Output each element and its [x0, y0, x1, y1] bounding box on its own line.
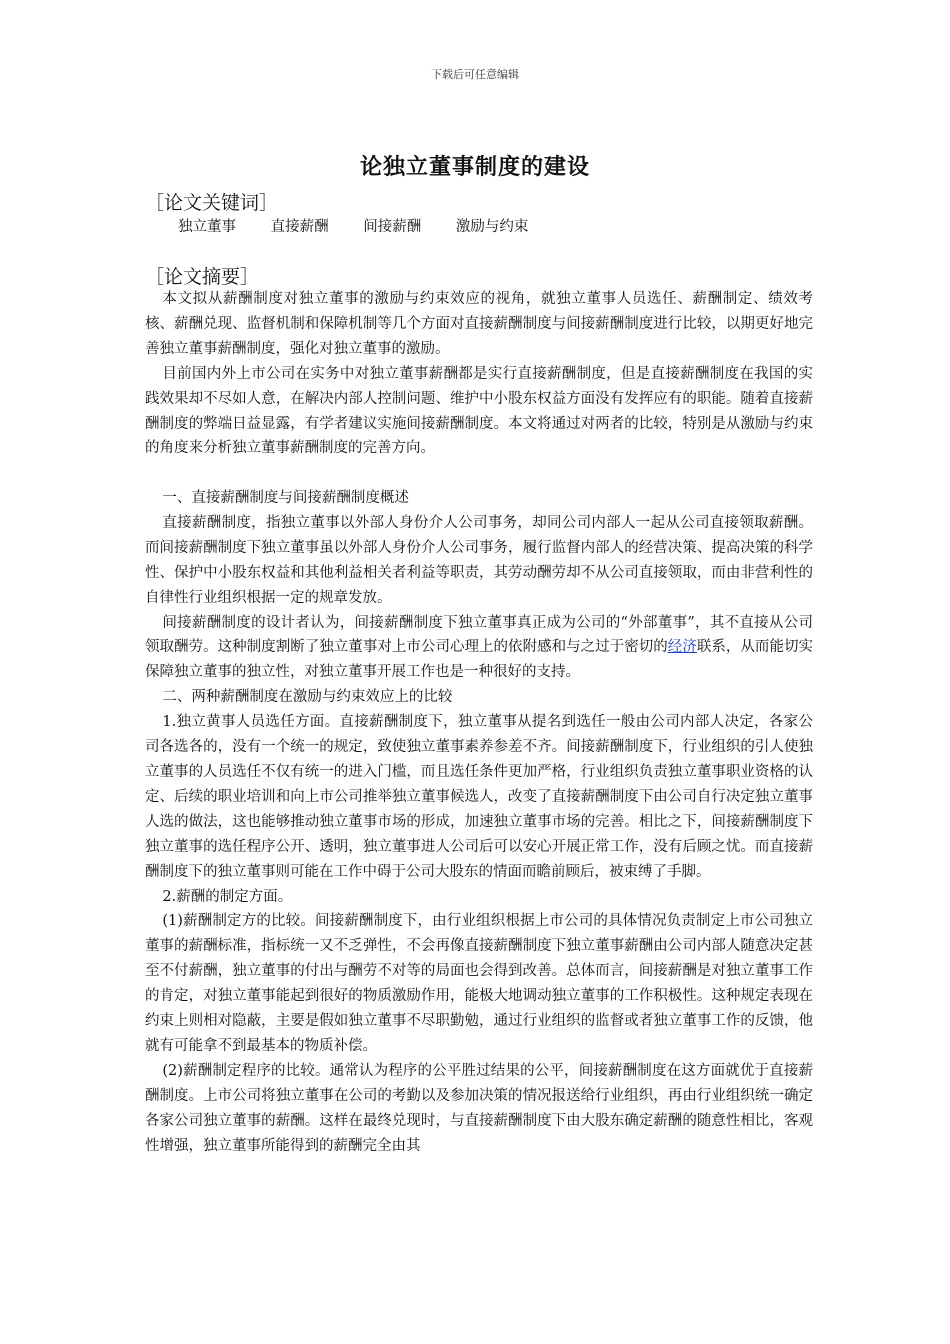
body-paragraph: 直接薪酬制度，指独立董事以外部人身份介人公司事务，却同公司内部人一起从公司直接领取薪酬。而间接薪酬制度下独立董事虽以外部人身份介人公司事务，履行监督内部人的经营决策、提高决策的科学性、保护中小股东权益和其他利益相关者利益等职责，其劳动酬劳却不从公司直接领取，而由非营利性的自律性行业组织根据一定的规章发放。: [145, 514, 813, 606]
economy-link[interactable]: 经济: [667, 639, 697, 656]
keyword-item: 间接薪酬: [363, 219, 422, 235]
body-paragraph: 1.独立黄事人员选任方面。直接薪酬制度下，独立董事从提名到选任一般由公司内部人决定，各家公司各选各的，没有一个统一的规定，致使独立董事素养参差不齐。间接薪酬制度下，行业组织的引人使独立董事的人员选任不仅有统一的进入门槛，而且选任条件更加严格，行业组织负责独立董事职业资格的认定、后续的职业培训和向上市公司推举独立董事候选人，改变了直接薪酬制度下由公司自行决定独立董事人选的做法，这也能够推动独立董事市场的形成，加速独立董事市场的完善。相比之下，间接薪酬制度下独立董事的选任程序公开、透明，独立董事进人公司后可以安心开展正常工作，没有后顾之忧。而直接薪酬制度下的独立董事则可能在工作中碍于公司大股东的情面而瞻前顾后，被束缚了手脚。: [145, 714, 813, 880]
paragraph-text: 联系，从而能切实保障独立董事的独立性，对独立董事开展工作也是一种很好的支持。: [145, 639, 813, 681]
page-header: 下载后可任意编辑: [431, 68, 519, 81]
body-paragraph: (1)薪酬制定方的比较。间接薪酬制度下，由行业组织根据上市公司的具体情况负责制定上市公司独立董事的薪酬标准，指标统一又不乏弹性，不会再像直接薪酬制度下独立董事薪酬由公司内部人随意决定甚至不付薪酬，独立董事的付出与酬劳不对等的局面也会得到改善。总体而言，间接薪酬是对独立董事工作的肯定，对独立董事能起到很好的物质激励作用，能极大地调动独立董事的工作积极性。这种规定表现在约束上则相对隐蔽，主要是假如独立董事不尽职勤勉，通过行业组织的监督或者独立董事工作的反馈，他就有可能拿不到最基本的物质补偿。: [145, 913, 813, 1054]
abstract-paragraph: 本文拟从薪酬制度对独立董事的激励与约束效应的视角，就独立董事人员选任、薪酬制定、绩效考核、薪酬兑现、监督机制和保障机制等几个方面对直接薪酬制度与间接薪酬制度进行比较，以期更好地完善独立董事薪酬制度，强化对独立董事的激励。: [145, 291, 813, 357]
keyword-item: 激励与约束: [455, 219, 529, 235]
page-title: 论独立董事制度的建设: [359, 155, 590, 180]
keywords-heading: ［论文关键词］: [145, 192, 279, 214]
abstract-paragraph: 目前国内外上市公司在实务中对独立董事薪酬都是实行直接薪酬制度，但是直接薪酬制度在我国的实践效果却不尽如人意，在解决内部人控制问题、维护中小股东权益方面没有发挥应有的职能。随着直接薪酬制度的弊端日益显露，有学者建议实施间接薪酬制度。本文将通过对两者的比较，特别是从激励与约束的角度来分析独立董事薪酬制度的完善方向。: [145, 365, 813, 457]
body-paragraph: 2.薪酬的制定方面。: [162, 888, 293, 905]
section-heading-2: 二、两种薪酬制度在激励与约束效应上的比较: [162, 689, 453, 706]
main-body: [145, 486, 813, 1158]
paragraph-text: 间接薪酬制度的设计者认为，间接薪酬制度下独立董事真正成为公司的“外部董事”，其不直接从公司领取酬劳。这种制度割断了独立董事对上市公司心理上的依附感和与之过于密切的: [145, 614, 813, 656]
body-paragraph: (2)薪酬制定程序的比较。通常认为程序的公平胜过结果的公平，间接薪酬制度在这方面就优于直接薪酬制度。上市公司将独立董事在公司的考勤以及参加决策的情况报送给行业组织，再由行业组织统一确定各家公司独立董事的薪酬。这样在最终兑现时，与直接薪酬制度下由大股东确定薪酬的随意性相比，客观性增强，独立董事所能得到的薪酬完全由其: [145, 1062, 813, 1154]
abstract-body: [145, 287, 813, 461]
keywords-list: [178, 215, 546, 236]
section-heading-1: 一、直接薪酬制度与间接薪酬制度概述: [162, 490, 409, 506]
keyword-item: 直接薪酬: [270, 219, 329, 235]
abstract-heading: ［论文摘要］: [145, 266, 260, 288]
body-paragraph: [145, 611, 813, 686]
keyword-item: 独立董事: [178, 219, 236, 235]
